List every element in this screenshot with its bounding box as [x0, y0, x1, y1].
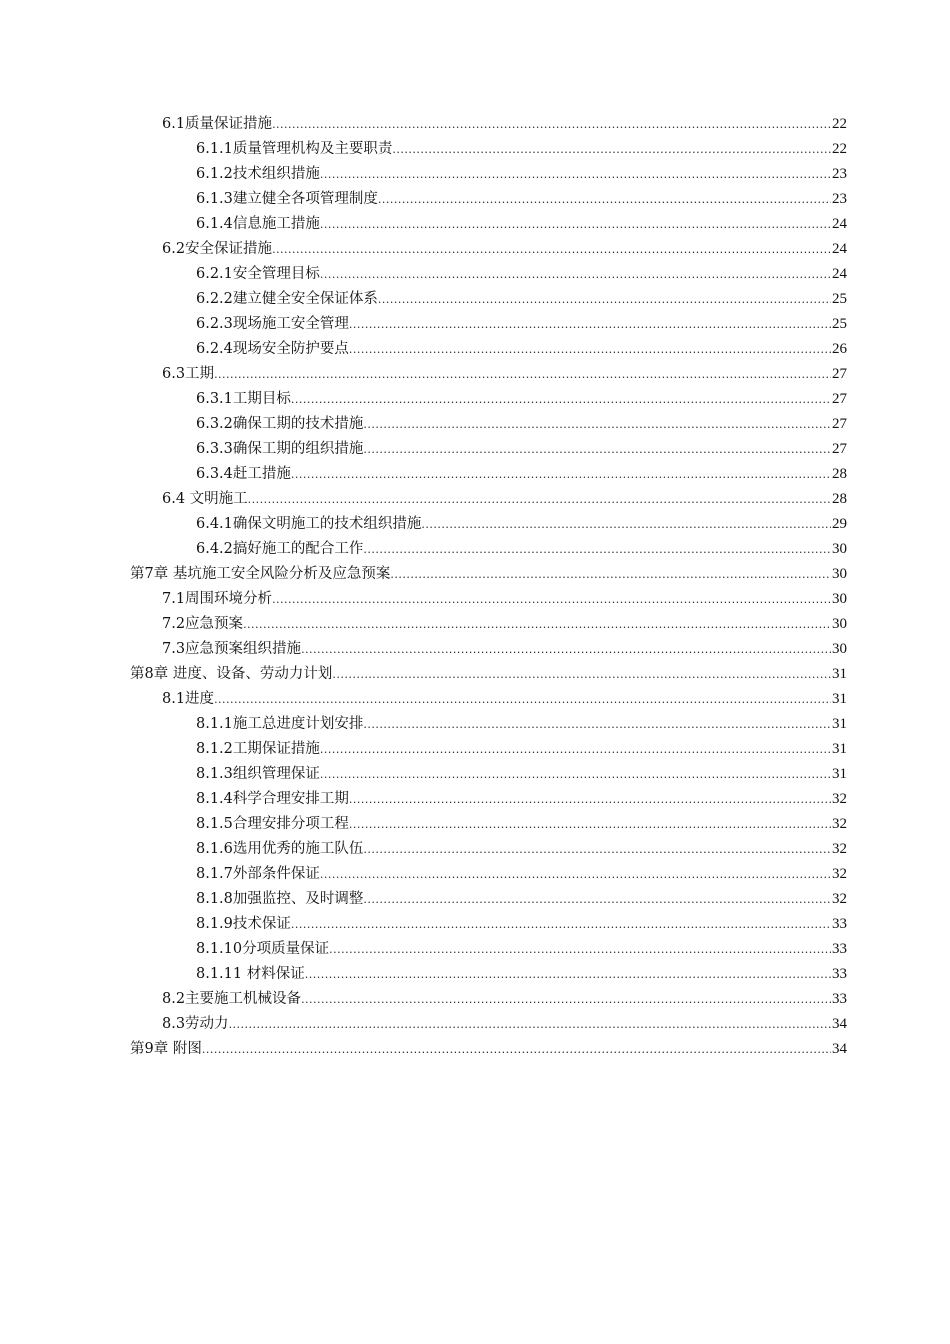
toc-entry-title: 6.3.1工期目标 — [196, 391, 291, 407]
toc-entry[interactable] — [0, 212, 950, 237]
dot-leader — [363, 537, 831, 562]
toc-entry[interactable] — [0, 437, 950, 462]
toc-entry-page-number: 30 — [832, 566, 847, 582]
toc-entry-title: 6.2.1安全管理目标 — [196, 266, 320, 282]
toc-entry-title: 8.1.3组织管理保证 — [196, 766, 320, 782]
toc-entry-title: 8.1.5合理安排分项工程 — [196, 816, 349, 832]
toc-entry[interactable] — [0, 912, 950, 937]
toc-entry-page-number: 24 — [832, 266, 847, 282]
dot-leader — [320, 162, 831, 187]
dot-leader — [363, 412, 831, 437]
toc-entry[interactable] — [0, 1037, 950, 1062]
dot-leader — [248, 487, 831, 512]
dot-leader — [363, 837, 831, 862]
dot-leader — [390, 562, 831, 587]
toc-entry-page-number: 29 — [832, 516, 847, 532]
toc-entry-page-number: 24 — [832, 216, 847, 232]
toc-entry[interactable] — [0, 337, 950, 362]
dot-leader — [301, 987, 831, 1012]
toc-entry-title: 8.1.8加强监控、及时调整 — [196, 891, 364, 907]
dot-leader — [320, 862, 831, 887]
toc-entry-title: 8.2主要施工机械设备 — [162, 991, 302, 1007]
toc-entry[interactable] — [0, 1012, 950, 1037]
toc-entry[interactable] — [0, 812, 950, 837]
dot-leader — [291, 462, 831, 487]
toc-entry-page-number: 33 — [832, 966, 847, 982]
toc-entry[interactable] — [0, 862, 950, 887]
dot-leader — [363, 437, 831, 462]
toc-entry[interactable] — [0, 712, 950, 737]
toc-entry-page-number: 31 — [832, 766, 847, 782]
dot-leader — [320, 737, 831, 762]
toc-entry[interactable] — [0, 587, 950, 612]
toc-entry-title: 8.1.4科学合理安排工期 — [196, 791, 349, 807]
dot-leader — [202, 1037, 831, 1062]
toc-entry-page-number: 25 — [832, 291, 847, 307]
toc-entry-page-number: 31 — [832, 716, 847, 732]
dot-leader — [329, 937, 831, 962]
toc-entry-page-number: 32 — [832, 841, 847, 857]
dot-leader — [392, 137, 831, 162]
toc-entry-page-number: 26 — [832, 341, 847, 357]
toc-entry-title: 8.1进度 — [162, 691, 215, 707]
toc-entry-page-number: 30 — [832, 541, 847, 557]
toc-entry-title: 6.2.3现场施工安全管理 — [196, 316, 349, 332]
dot-leader — [214, 687, 831, 712]
dot-leader — [291, 387, 831, 412]
dot-leader — [378, 187, 831, 212]
toc-entry-page-number: 24 — [832, 241, 847, 257]
toc-entry[interactable] — [0, 637, 950, 662]
toc-entry-page-number: 27 — [832, 416, 847, 432]
toc-entry-title: 6.3.4赶工措施 — [196, 466, 291, 482]
toc-entry[interactable] — [0, 412, 950, 437]
toc-entry-title: 6.3.2确保工期的技术措施 — [196, 416, 364, 432]
toc-entry-page-number: 27 — [832, 366, 847, 382]
toc-entry[interactable] — [0, 537, 950, 562]
toc-entry-title: 第7章 基坑施工安全风险分析及应急预案 — [130, 566, 391, 582]
toc-entry[interactable] — [0, 287, 950, 312]
toc-entry-title: 7.3应急预案组织措施 — [162, 641, 302, 657]
toc-entry[interactable] — [0, 837, 950, 862]
toc-entry[interactable] — [0, 187, 950, 212]
toc-entry-title: 第8章 进度、设备、劳动力计划 — [130, 666, 333, 682]
toc-entry-page-number: 27 — [832, 441, 847, 457]
toc-entry-page-number: 32 — [832, 891, 847, 907]
dot-leader — [378, 287, 831, 312]
toc-entry-title: 8.1.10分项质量保证 — [196, 941, 330, 957]
toc-entry[interactable] — [0, 137, 950, 162]
toc-entry-page-number: 32 — [832, 791, 847, 807]
toc-entry-page-number: 33 — [832, 991, 847, 1007]
dot-leader — [363, 887, 831, 912]
toc-entry-title: 6.1质量保证措施 — [162, 116, 273, 132]
dot-leader — [349, 312, 831, 337]
toc-entry-title: 8.1.11 材料保证 — [196, 966, 305, 982]
toc-entry-title: 6.3.3确保工期的组织措施 — [196, 441, 364, 457]
toc-entry-page-number: 34 — [832, 1016, 847, 1032]
toc-entry-title: 8.1.2工期保证措施 — [196, 741, 320, 757]
toc-entry[interactable] — [0, 687, 950, 712]
dot-leader — [349, 787, 831, 812]
toc-entry[interactable] — [0, 962, 950, 987]
toc-entry[interactable] — [0, 887, 950, 912]
table-of-contents — [0, 112, 950, 1062]
toc-entry-title: 8.1.9技术保证 — [196, 916, 291, 932]
dot-leader — [214, 362, 831, 387]
dot-leader — [332, 662, 831, 687]
dot-leader — [363, 712, 831, 737]
toc-entry-page-number: 30 — [832, 616, 847, 632]
toc-entry-page-number: 30 — [832, 591, 847, 607]
toc-entry-title: 第9章 附图 — [130, 1041, 202, 1057]
dot-leader — [272, 237, 831, 262]
dot-leader — [320, 262, 831, 287]
toc-entry-title: 8.1.1施工总进度计划安排 — [196, 716, 364, 732]
toc-entry[interactable] — [0, 737, 950, 762]
toc-entry[interactable] — [0, 487, 950, 512]
toc-entry[interactable] — [0, 362, 950, 387]
toc-entry-title: 6.1.2技术组织措施 — [196, 166, 320, 182]
toc-entry-page-number: 34 — [832, 1041, 847, 1057]
toc-entry-title: 8.3劳动力 — [162, 1016, 229, 1032]
toc-entry-page-number: 33 — [832, 941, 847, 957]
toc-entry-title: 6.1.4信息施工措施 — [196, 216, 320, 232]
toc-entry-page-number: 33 — [832, 916, 847, 932]
toc-entry[interactable] — [0, 387, 950, 412]
toc-entry-page-number: 32 — [832, 866, 847, 882]
dot-leader — [272, 112, 831, 137]
toc-entry[interactable] — [0, 512, 950, 537]
dot-leader — [320, 212, 831, 237]
dot-leader — [272, 587, 831, 612]
toc-entry[interactable] — [0, 987, 950, 1012]
toc-entry-page-number: 30 — [832, 641, 847, 657]
toc-entry-page-number: 22 — [832, 116, 847, 132]
toc-entry[interactable] — [0, 262, 950, 287]
toc-entry-title: 6.1.1质量管理机构及主要职责 — [196, 141, 393, 157]
toc-entry-page-number: 23 — [832, 191, 847, 207]
dot-leader — [291, 912, 831, 937]
toc-entry-title: 7.2应急预案 — [162, 616, 244, 632]
dot-leader — [229, 1012, 831, 1037]
toc-entry-page-number: 25 — [832, 316, 847, 332]
dot-leader — [349, 337, 831, 362]
toc-entry-title: 8.1.7外部条件保证 — [196, 866, 320, 882]
toc-entry-page-number: 23 — [832, 166, 847, 182]
toc-entry-title: 6.1.3建立健全各项管理制度 — [196, 191, 378, 207]
toc-entry-page-number: 22 — [832, 141, 847, 157]
dot-leader — [243, 612, 831, 637]
dot-leader — [349, 812, 831, 837]
toc-entry[interactable] — [0, 937, 950, 962]
toc-entry-title: 6.2安全保证措施 — [162, 241, 273, 257]
toc-entry-title: 6.2.2建立健全安全保证体系 — [196, 291, 378, 307]
toc-entry-title: 6.2.4现场安全防护要点 — [196, 341, 349, 357]
toc-entry-page-number: 32 — [832, 816, 847, 832]
toc-entry-title: 6.3工期 — [162, 366, 215, 382]
toc-entry[interactable] — [0, 562, 950, 587]
dot-leader — [320, 762, 831, 787]
toc-entry-page-number: 28 — [832, 466, 847, 482]
toc-entry-title: 6.4.1确保文明施工的技术组织措施 — [196, 516, 422, 532]
toc-entry[interactable] — [0, 312, 950, 337]
toc-entry-title: 7.1周围环境分析 — [162, 591, 273, 607]
toc-entry-page-number: 28 — [832, 491, 847, 507]
toc-entry-page-number: 31 — [832, 741, 847, 757]
toc-entry[interactable] — [0, 762, 950, 787]
dot-leader — [301, 637, 831, 662]
dot-leader — [305, 962, 831, 987]
toc-entry[interactable] — [0, 462, 950, 487]
toc-entry[interactable] — [0, 612, 950, 637]
toc-entry[interactable] — [0, 787, 950, 812]
toc-entry-title: 6.4 文明施工 — [162, 491, 248, 507]
toc-entry[interactable] — [0, 162, 950, 187]
toc-entry[interactable] — [0, 112, 950, 137]
toc-entry-page-number: 31 — [832, 691, 847, 707]
toc-entry-title: 6.4.2搞好施工的配合工作 — [196, 541, 364, 557]
toc-entry-page-number: 27 — [832, 391, 847, 407]
toc-entry-page-number: 31 — [832, 666, 847, 682]
toc-entry[interactable] — [0, 662, 950, 687]
toc-entry-title: 8.1.6选用优秀的施工队伍 — [196, 841, 364, 857]
toc-entry[interactable] — [0, 237, 950, 262]
dot-leader — [421, 512, 831, 537]
